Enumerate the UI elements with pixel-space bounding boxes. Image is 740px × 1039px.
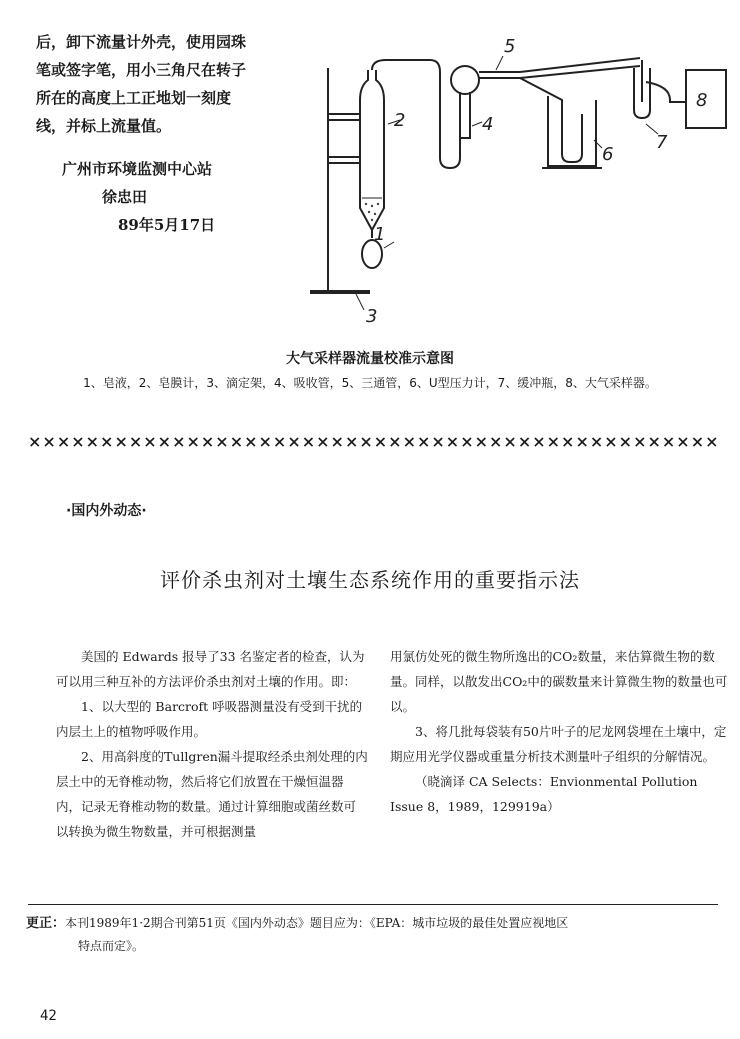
label-8: 8 — [696, 90, 708, 111]
figure-title: 大气采样器流量校准示意图 — [286, 351, 454, 367]
erratum-text-cont: 特点而定》。 — [78, 939, 145, 953]
intro-paragraph: 后，卸下流量计外壳，使用园珠笔或签字笔，用小三角尺在转子所在的高度上工正地划一刻度线，并标上流量值。 — [36, 33, 247, 135]
intro-text-block — [36, 28, 256, 140]
signature-org: 广州市环境监测中心站 — [62, 160, 213, 178]
article-paragraph: 用氯仿处死的微生物所逸出的CO₂数量，来估算微生物的数量。同样，以散发出CO₂中的碳数量来计算微生物的数量也可以。 — [390, 649, 728, 714]
section-tag: ·国内外动态· — [66, 503, 147, 519]
absorber-bulb — [451, 66, 479, 94]
erratum-note — [26, 912, 726, 957]
article-paragraph: 1、以大型的 Barcroft 呼吸器测量没有受到干扰的内层土上的植物呼吸作用。 — [56, 699, 363, 739]
article-paragraph: 3、将几批每袋装有50片叶子的尼龙网袋埋在土壤中，定期应用光学仪器或重量分析技术测量叶子组织的分解情况。 — [390, 724, 727, 764]
article-column-right — [390, 644, 728, 819]
label-6: 6 — [602, 144, 614, 165]
article-citation: （晓滴译 CA Selects：Envionmental Pollution Issue 8，1989，129919a） — [390, 774, 698, 814]
apparatus-diagram — [290, 20, 730, 340]
tee-to-manometer — [520, 78, 562, 150]
erratum-text: 本刊1989年1·2期合刊第51页《国内外动态》题目应为：《EPA：城市垃圾的最佳处置应视地区 — [65, 916, 569, 930]
label-7: 7 — [656, 132, 668, 153]
erratum-label: 更正： — [26, 916, 66, 931]
tee-pipe — [479, 72, 520, 78]
tee-to-buffer — [520, 58, 640, 78]
page-number: 42 — [40, 1008, 57, 1024]
bottom-rule — [28, 904, 718, 905]
sampler-hose — [646, 82, 686, 102]
article-paragraph: 美国的 Edwards 报导了33 名鉴定者的检查，认为可以用三种互补的方法评价杀虫剂对土壤的作用。即： — [56, 649, 365, 689]
article-column-left — [56, 644, 368, 844]
manometer-beaker — [548, 96, 596, 166]
signature-author: 徐忠田 — [102, 188, 148, 206]
label-3: 3 — [366, 306, 378, 327]
connecting-tube — [372, 60, 460, 168]
label-4: 4 — [482, 114, 494, 135]
figure-legend: 1、皂液，2、皂膜计，3、滴定架，4、吸收管，5、三通管，6、U型压力计，7、缓冲瓶，8、大气采样器。 — [83, 376, 657, 390]
cross-divider: ×××××××××××××××××××××××××××××××××××××××××××××××× — [28, 432, 720, 451]
label-1: 1 — [374, 224, 386, 245]
article-paragraph: 2、用高斜度的Tullgren漏斗提取经杀虫剂处理的内层土中的无脊椎动物，然后将它们放置在干燥恒温器内，记录无脊椎动物的数量。通过计算细胞或菌丝数可以转换为微生物数量，并可根据测量 — [56, 749, 368, 839]
absorber-tube — [460, 92, 470, 138]
u-tube — [562, 114, 582, 162]
signature-date: 89年5月17日 — [118, 216, 216, 234]
article-title: 评价杀虫剂对土壤生态系统作用的重要指示法 — [160, 568, 580, 592]
label-2: 2 — [394, 110, 406, 131]
apparatus-drawing — [290, 20, 730, 340]
label-5: 5 — [504, 36, 516, 57]
